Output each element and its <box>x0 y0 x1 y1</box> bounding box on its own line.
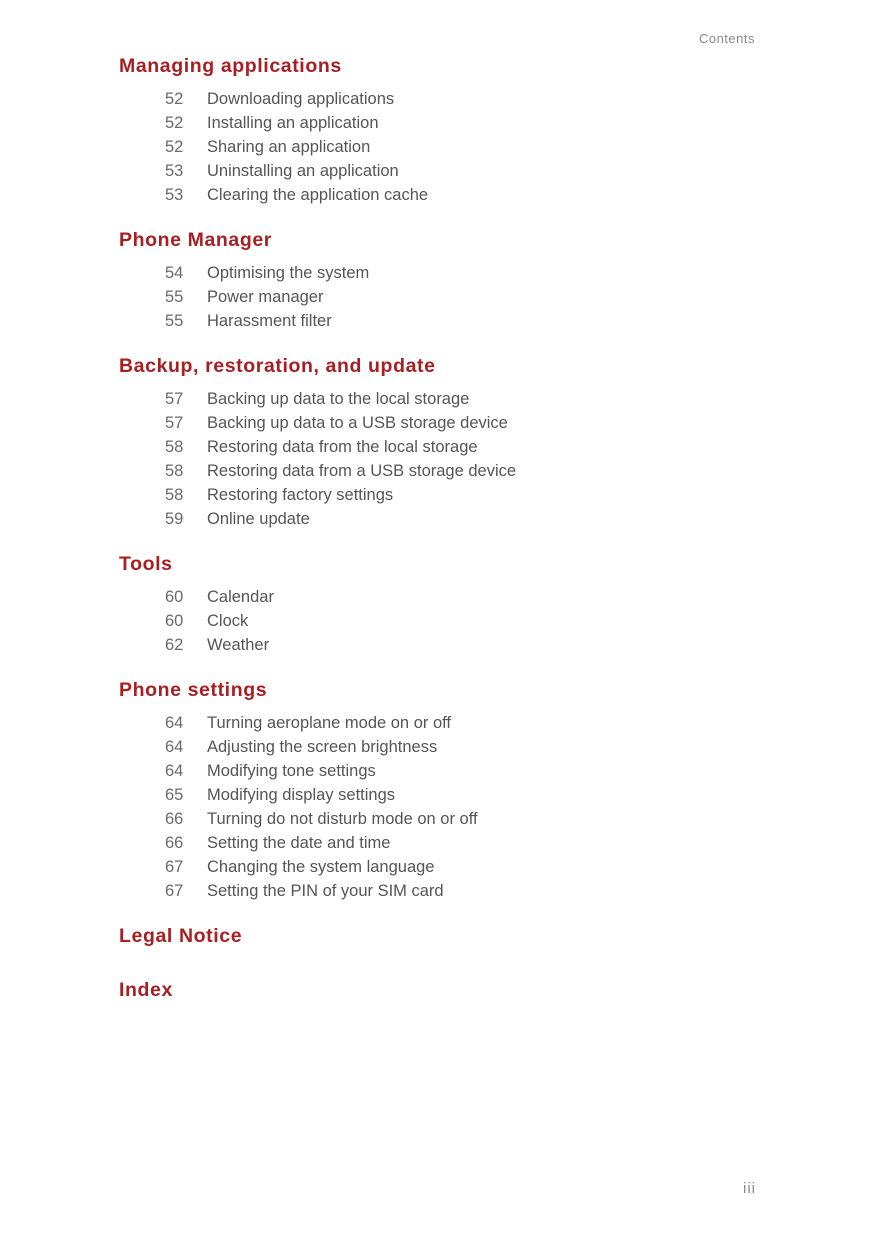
entry-page-number: 54 <box>165 264 184 282</box>
section-title[interactable]: Index <box>119 979 173 1001</box>
entry-title: Turning aeroplane mode on or off <box>207 714 451 732</box>
section-entries <box>119 711 478 903</box>
entry-title: Restoring data from a USB storage device <box>207 462 517 480</box>
section-entries <box>119 261 369 333</box>
entry-page-number: 52 <box>165 138 184 156</box>
toc-section-index <box>119 978 173 1002</box>
toc-entry[interactable] <box>119 459 516 483</box>
entry-page-number: 60 <box>165 612 184 630</box>
toc-entry[interactable] <box>119 879 478 903</box>
entry-page-number: 59 <box>165 510 184 528</box>
toc-entry[interactable] <box>119 831 478 855</box>
toc-entry[interactable] <box>119 609 274 633</box>
toc-entry[interactable] <box>119 435 516 459</box>
toc-entry[interactable] <box>119 735 478 759</box>
entry-page-number: 57 <box>165 414 184 432</box>
entry-page-number: 55 <box>165 288 184 306</box>
section-title[interactable]: Phone settings <box>119 679 268 701</box>
section-title[interactable]: Legal Notice <box>119 925 243 947</box>
entry-page-number: 64 <box>165 738 184 756</box>
entry-title: Clearing the application cache <box>207 186 429 204</box>
entry-page-number: 60 <box>165 588 184 606</box>
toc-entry[interactable] <box>119 507 516 531</box>
entry-page-number: 66 <box>165 810 184 828</box>
entry-page-number: 65 <box>165 786 184 804</box>
toc-entry[interactable] <box>119 285 369 309</box>
entry-page-number: 55 <box>165 312 184 330</box>
entry-page-number: 58 <box>165 486 184 504</box>
entry-title: Backing up data to the local storage <box>207 390 470 408</box>
entry-title: Power manager <box>207 288 324 306</box>
entry-title: Modifying display settings <box>207 786 396 804</box>
entry-title: Weather <box>207 636 270 654</box>
toc-entry[interactable] <box>119 759 478 783</box>
toc-section-legal-notice <box>119 924 242 948</box>
entry-page-number: 62 <box>165 636 184 654</box>
entry-page-number: 52 <box>165 90 184 108</box>
running-header: Contents <box>698 31 755 46</box>
entry-title: Restoring factory settings <box>207 486 394 504</box>
section-entries <box>119 87 428 207</box>
entry-title: Restoring data from the local storage <box>207 438 478 456</box>
entry-page-number: 53 <box>165 186 184 204</box>
toc-entry[interactable] <box>119 135 428 159</box>
section-title[interactable]: Tools <box>119 553 173 575</box>
entry-page-number: 52 <box>165 114 184 132</box>
entry-title: Turning do not disturb mode on or off <box>207 810 478 828</box>
toc-entry[interactable] <box>119 483 516 507</box>
toc-entry[interactable] <box>119 87 428 111</box>
entry-title: Adjusting the screen brightness <box>207 738 438 756</box>
toc-entry[interactable] <box>119 111 428 135</box>
section-entries <box>119 387 516 531</box>
entry-page-number: 58 <box>165 438 184 456</box>
entry-title: Changing the system language <box>207 858 435 876</box>
toc-entry[interactable] <box>119 585 274 609</box>
entry-title: Harassment filter <box>207 312 332 330</box>
toc-entry[interactable] <box>119 387 516 411</box>
entry-page-number: 66 <box>165 834 184 852</box>
toc-entry[interactable] <box>119 411 516 435</box>
entry-title: Clock <box>207 612 249 630</box>
entry-title: Modifying tone settings <box>207 762 376 780</box>
toc-entry[interactable] <box>119 711 478 735</box>
entry-page-number: 64 <box>165 762 184 780</box>
entry-title: Setting the date and time <box>207 834 391 852</box>
section-title[interactable]: Managing applications <box>119 55 342 77</box>
toc-entry[interactable] <box>119 309 369 333</box>
section-title[interactable]: Phone Manager <box>119 229 272 251</box>
entry-title: Downloading applications <box>207 90 395 108</box>
toc-entry[interactable] <box>119 783 478 807</box>
entry-title: Optimising the system <box>207 264 370 282</box>
entry-title: Uninstalling an application <box>207 162 399 180</box>
entry-page-number: 67 <box>165 858 184 876</box>
entry-title: Backing up data to a USB storage device <box>207 414 508 432</box>
section-entries <box>119 585 274 657</box>
toc-section-phone-settings <box>119 678 478 903</box>
entry-title: Installing an application <box>207 114 379 132</box>
entry-page-number: 58 <box>165 462 184 480</box>
entry-page-number: 57 <box>165 390 184 408</box>
toc-entry[interactable] <box>119 807 478 831</box>
toc-section-backup-restoration-update <box>119 354 516 531</box>
entry-title: Sharing an application <box>207 138 371 156</box>
toc-section-managing-applications <box>119 54 428 207</box>
toc-entry[interactable] <box>119 855 478 879</box>
entry-title: Setting the PIN of your SIM card <box>207 882 444 900</box>
entry-page-number: 53 <box>165 162 184 180</box>
toc-entry[interactable] <box>119 159 428 183</box>
page-number: iii <box>743 1180 756 1197</box>
entry-page-number: 67 <box>165 882 184 900</box>
entry-title: Online update <box>207 510 310 528</box>
toc-section-tools <box>119 552 274 657</box>
toc-entry[interactable] <box>119 633 274 657</box>
section-title[interactable]: Backup, restoration, and update <box>119 355 436 377</box>
toc-section-phone-manager <box>119 228 369 333</box>
entry-title: Calendar <box>207 588 274 606</box>
entry-page-number: 64 <box>165 714 184 732</box>
toc-entry[interactable] <box>119 261 369 285</box>
toc-entry[interactable] <box>119 183 428 207</box>
